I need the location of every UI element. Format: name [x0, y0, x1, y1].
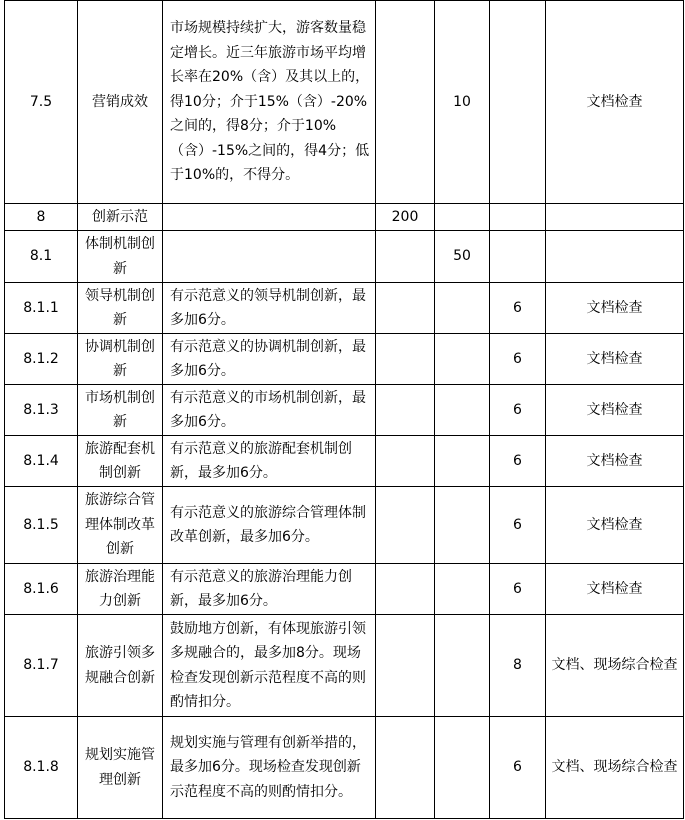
total-score: [376, 231, 435, 283]
bonus-score: 6: [490, 487, 546, 564]
check-method: 文档检查: [546, 385, 684, 436]
sub-score: [435, 436, 490, 487]
item-description: 规划实施与管理有创新举措的，最多加6分。现场检查发现创新示范程度不高的则酌情扣分。: [163, 717, 376, 819]
total-score: [376, 564, 435, 615]
table-row: [5, 334, 684, 385]
total-score: [376, 334, 435, 385]
row-number: 8: [5, 204, 78, 231]
bonus-score: 6: [490, 283, 546, 334]
sub-score: [435, 334, 490, 385]
row-number: 8.1.1: [5, 283, 78, 334]
check-method: 文档检查: [546, 564, 684, 615]
item-description: [163, 231, 376, 283]
check-method: 文档检查: [546, 283, 684, 334]
row-number: 7.5: [5, 1, 78, 204]
item-name: 旅游引领多规融合创新: [78, 615, 163, 717]
item-name: 创新示范: [78, 204, 163, 231]
item-name: 旅游治理能力创新: [78, 564, 163, 615]
total-score: [376, 615, 435, 717]
row-number: 8.1.3: [5, 385, 78, 436]
check-method: 文档、现场综合检查: [546, 717, 684, 819]
table-row: [5, 204, 684, 231]
bonus-score: 6: [490, 436, 546, 487]
item-description: 有示范意义的市场机制创新，最多加6分。: [163, 385, 376, 436]
sub-score: [435, 204, 490, 231]
bonus-score: 6: [490, 385, 546, 436]
bonus-score: 8: [490, 615, 546, 717]
row-number: 8.1.5: [5, 487, 78, 564]
sub-score: [435, 283, 490, 334]
item-name: 市场机制创新: [78, 385, 163, 436]
bonus-score: 6: [490, 564, 546, 615]
total-score: [376, 717, 435, 819]
bonus-score: [490, 231, 546, 283]
row-number: 8.1.8: [5, 717, 78, 819]
sub-score: [435, 717, 490, 819]
sub-score: [435, 615, 490, 717]
item-name: 领导机制创新: [78, 283, 163, 334]
sub-score: 50: [435, 231, 490, 283]
item-description: 有示范意义的旅游综合管理体制改革创新，最多加6分。: [163, 487, 376, 564]
sub-score: 10: [435, 1, 490, 204]
table-row: [5, 1, 684, 204]
row-number: 8.1.7: [5, 615, 78, 717]
item-description: 有示范意义的旅游治理能力创新，最多加6分。: [163, 564, 376, 615]
item-description: 有示范意义的旅游配套机制创新，最多加6分。: [163, 436, 376, 487]
total-score: [376, 283, 435, 334]
check-method: [546, 231, 684, 283]
item-name: 体制机制创新: [78, 231, 163, 283]
total-score: [376, 385, 435, 436]
item-name: 旅游综合管理体制改革创新: [78, 487, 163, 564]
scoring-table: [4, 0, 684, 819]
check-method: [546, 204, 684, 231]
bonus-score: [490, 204, 546, 231]
sub-score: [435, 564, 490, 615]
check-method: 文档检查: [546, 436, 684, 487]
table-row: [5, 615, 684, 717]
item-description: 市场规模持续扩大，游客数量稳定增长。近三年旅游市场平均增长率在20%（含）及其以上的，得10分；介于15%（含）-20%之间的，得8分；介于10%（含）-15%之间的，得4分；低于10%的，不得分。: [163, 1, 376, 204]
row-number: 8.1.4: [5, 436, 78, 487]
table-row: [5, 385, 684, 436]
row-number: 8.1.6: [5, 564, 78, 615]
item-description: 鼓励地方创新，有体现旅游引领多规融合的，最多加8分。现场检查发现创新示范程度不高的则酌情扣分。: [163, 615, 376, 717]
item-name: 协调机制创新: [78, 334, 163, 385]
check-method: 文档检查: [546, 487, 684, 564]
item-description: [163, 204, 376, 231]
item-name: 规划实施管理创新: [78, 717, 163, 819]
check-method: 文档、现场综合检查: [546, 615, 684, 717]
item-description: 有示范意义的领导机制创新，最多加6分。: [163, 283, 376, 334]
table-row: [5, 436, 684, 487]
row-number: 8.1.2: [5, 334, 78, 385]
item-name: 旅游配套机制创新: [78, 436, 163, 487]
row-number: 8.1: [5, 231, 78, 283]
total-score: [376, 436, 435, 487]
bonus-score: [490, 1, 546, 204]
table-row: [5, 717, 684, 819]
total-score: [376, 1, 435, 204]
table-row: [5, 231, 684, 283]
bonus-score: 6: [490, 334, 546, 385]
table-row: [5, 564, 684, 615]
bonus-score: 6: [490, 717, 546, 819]
sub-score: [435, 385, 490, 436]
sub-score: [435, 487, 490, 564]
table-row: [5, 487, 684, 564]
check-method: 文档检查: [546, 334, 684, 385]
total-score: [376, 487, 435, 564]
item-name: 营销成效: [78, 1, 163, 204]
item-description: 有示范意义的协调机制创新，最多加6分。: [163, 334, 376, 385]
table-row: [5, 283, 684, 334]
total-score: 200: [376, 204, 435, 231]
check-method: 文档检查: [546, 1, 684, 204]
